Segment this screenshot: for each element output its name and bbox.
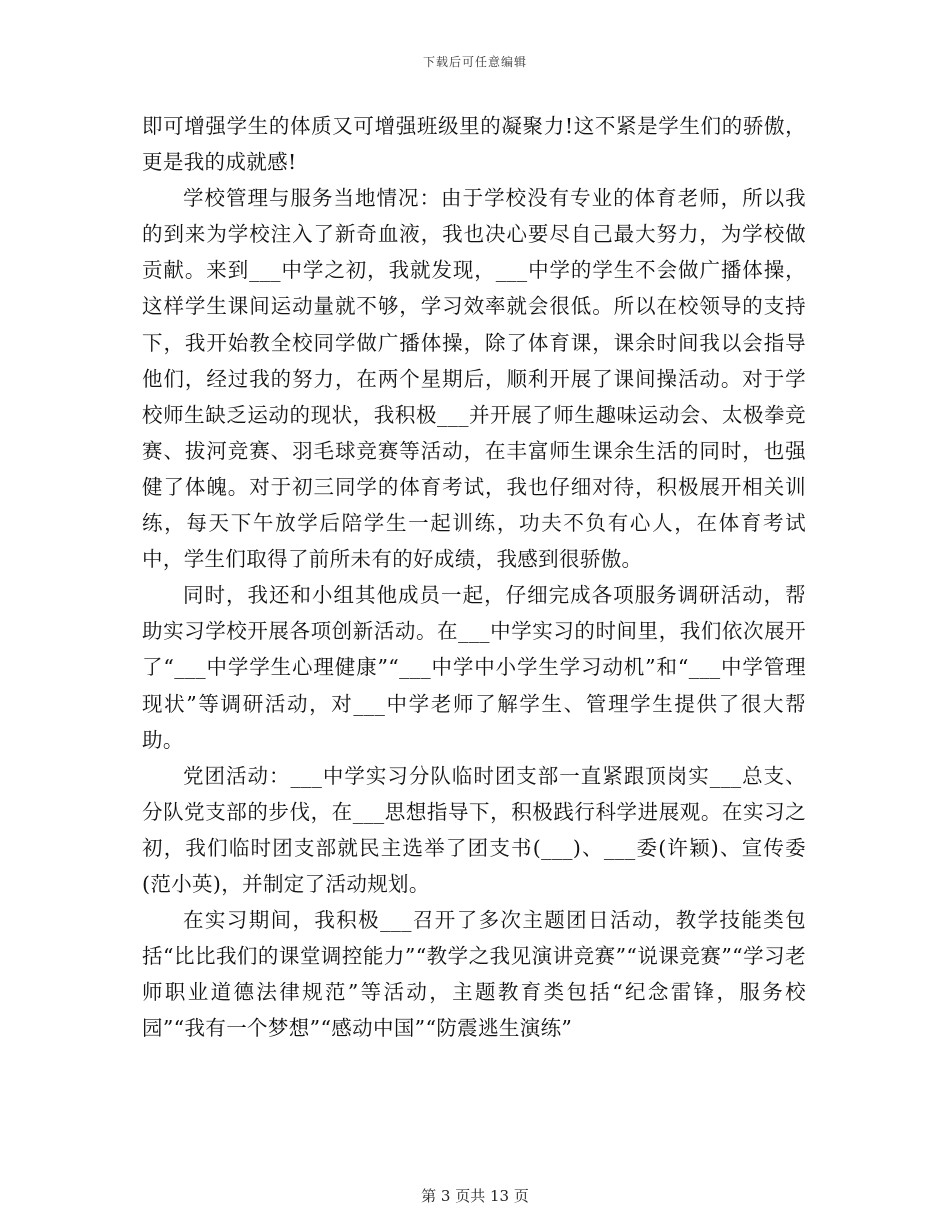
page-header: 下载后可任意编辑 bbox=[422, 55, 527, 69]
body-text bbox=[142, 108, 806, 1046]
paragraph-themed-activities: 在实习期间，我积极___召开了多次主题团日活动，教学技能类包括“比比我们的课堂调控能力”“教学之我见演讲竞赛”“说课竞赛”“学习老师职业道德法律规范”等活动，主题教育类包括“纪念雷锋，服务校园”“我有一个梦想”“感动中国”“防震逃生演练” bbox=[142, 908, 806, 1041]
paragraph-school-management: 学校管理与服务当地情况：由于学校没有专业的体育老师，所以我的到来为学校注入了新奇血液，我也决心要尽自己最大努力，为学校做贡献。来到___中学之初，我就发现，___中学的学生不会做广播体操，这样学生课间运动量就不够，学习效率就会很低。所以在校领导的支持下，我开始教全校同学做广播体操，除了体育课，课余时间我以会指导他们，经过我的努力，在两个星期后，顺利开展了课间操活动。对于学校师生缺乏运动的现状，我积极___并开展了师生趣味运动会、太极拳竞赛、拔河竞赛、羽毛球竞赛等活动，在丰富师生课余生活的同时，也强健了体魄。对于初三同学的体育考试，我也仔细对待，积极展开相关训练，每天下午放学后陪学生一起训练，功夫不负有心人，在体育考试中，学生们取得了前所未有的好成绩，我感到很骄傲。 bbox=[142, 186, 806, 572]
paragraph-continuation: 即可增强学生的体质又可增强班级里的凝聚力!这不紧是学生们的骄傲，更是我的成就感! bbox=[142, 114, 806, 175]
paragraph-party-league-activities: 党团活动：___中学实习分队临时团支部一直紧跟顶岗实___总支、分队党支部的步伐，在___思想指导下，积极践行科学进展观。在实习之初，我们临时团支部就民主选举了团支书(___)、___委(许颖)、宣传委(范小英)，并制定了活动规划。 bbox=[142, 763, 806, 896]
page-footer: 第 3 页共 13 页 bbox=[421, 1187, 529, 1205]
paragraph-research-activities: 同时，我还和小组其他成员一起，仔细完成各项服务调研活动，帮助实习学校开展各项创新活动。在___中学实习的时间里，我们依次展开了“___中学学生心理健康”“___中学中小学生学习动机”和“___中学管理现状”等调研活动，对___中学老师了解学生、管理学生提供了很大帮助。 bbox=[142, 583, 806, 752]
